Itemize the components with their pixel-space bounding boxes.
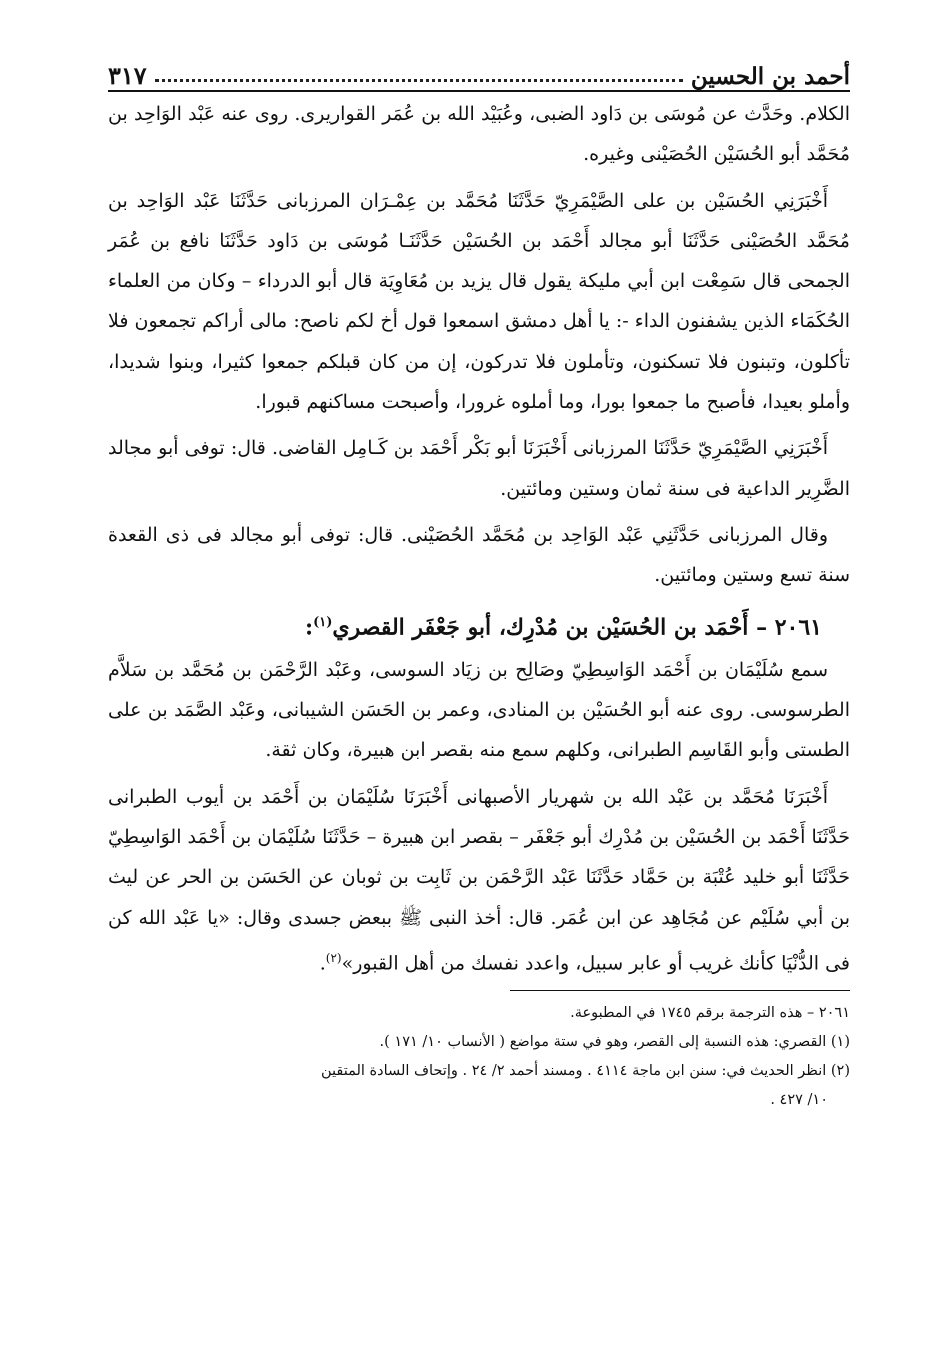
footnotes xyxy=(108,999,850,1115)
paragraph-6-footnote-mark: (٢) xyxy=(325,950,342,965)
paragraph-6-end: . xyxy=(319,952,326,975)
paragraph-6 xyxy=(108,777,850,984)
paragraph-3: أَخْبَرَنِي الصَّيْمَرِيّ حَدَّثَنَا المرزبانى أَخْبَرَنَا أبو بَكْر أَحْمَد بن كَـامِل القاضى. قال: توفى أبو مجالد الضَّرِير الداعية فى سنة ثمان وستين ومائتين. xyxy=(108,437,850,500)
paragraph-2: أَخْبَرَنِي الحُسَيْن بن على الصَّيْمَرِيّ حَدَّثَنَا مُحَمَّد بن عِمْـرَان المرزبانى حَدَّثَنَا عَبْد الوَاحِد بن مُحَمَّد الحُصَيْنى حَدَّثَنَا أبو مجالد أَحْمَد بن الحُسَيْن حَدَّثَنَـا مُوسَى بن دَاود حَدَّثَنَا نافع بن عُمَر الجمحى قال سَمِعْت ابن أبي مليكة يقول قال يزيد بن مُعَاوِيَة قال أبو الدرداء – وكان من العلماء الحُكَمَاء الذين يشفنون الداء -: يا أهل دمشق اسمعوا قول أخ لكم ناصح: مالى أراكم تجمعون فلا تأكلون، وتبنون فلا تسكنون، وتأملون فلا تدركون، إن من كان قبلكم جمعوا كثيرا، وبنوا شديدا، وأملو بعيدا، فأصبح ما جمعوا بورا، وما أملوه غرورا، وأصبحت مساكنهم قبورا. xyxy=(108,189,850,414)
running-title: أحمد بن الحسين xyxy=(690,63,850,90)
running-header xyxy=(108,40,850,90)
page-number: ٣١٧ xyxy=(108,61,147,90)
heading-colon: : xyxy=(304,613,314,640)
footnote-1: (١) القصري: هذه النسبة إلى القصر، وهو في ستة مواضع ( الأنساب ١٠/ ١٧١ ). xyxy=(379,1033,850,1050)
leader-dots xyxy=(155,79,683,82)
paragraph-4: وقال المرزبانى حَدَّثَنِي عَبْد الوَاحِد بن مُحَمَّد الحُصَيْنى. قال: توفى أبو مجالد فى ذى القعدة سنة تسع وستين ومائتين. xyxy=(108,523,850,587)
header-rule xyxy=(108,90,850,92)
footnote-rule xyxy=(510,990,850,991)
footnote-2: (٢) انظر الحديث في: سنن ابن ماجة ٤١١٤ . ومسند أحمد ٢/ ٢٤ . وإتحاف السادة المتقين xyxy=(320,1062,850,1079)
heading-footnote-mark: (١) xyxy=(313,614,333,630)
footnote-entry-number: ٢٠٦١ – هذه الترجمة برقم ١٧٤٥ في المطبوعة. xyxy=(570,1004,850,1021)
entry-heading xyxy=(108,600,822,650)
main-text xyxy=(108,94,850,984)
entry-heading-text: ٢٠٦١ – أَحْمَد بن الحُسَيْن بن مُدْرِك، أبو جَعْفَر القصري xyxy=(332,613,822,640)
footnote-2-continued: ١٠/ ٤٢٧ . xyxy=(770,1091,828,1108)
paragraph-5: سمع سُلَيْمَان بن أَحْمَد الوَاسِطِيّ وصَالِح بن زيَاد السوسى، وعَبْد الرَّحْمَن بن مُحَمَّد بن سَلاَّم الطرسوسى. روى عنه أبو الحُسَيْن بن المنادى، وعمر بن الحَسَن الشيبانى، وعَبْد الصَّمَد بن على الطستى وأبو القَاسِم الطبرانى، وكلهم سمع منه بقصر ابن هبيرة، وكان ثقة. xyxy=(108,658,850,762)
paragraph-6-text: أَخْبَرَنَا مُحَمَّد بن عَبْد الله بن شهريار الأصبهانى أَخْبَرَنَا سُلَيْمَان بن أَحْمَد بن أيوب الطبرانى حَدَّثَنَا أَحْمَد بن الحُسَيْن بن مُدْرِك أبو جَعْفَر – بقصر ابن هبيرة – حَدَّثَنَا سُلَيْمَان بن أَحْمَد الوَاسِطِيّ حَدَّثَنَا أبو خليد عُتْبَة بن حَمَّاد حَدَّثَنَا عَبْد الرَّحْمَن بن ثَابِت بن ثوبان عن الحَسَن بن الحر عن ليث بن أبي سُلَيْم عن مُجَاهِد عن ابن عُمَر. قال: أخذ النبى ﷺ ببعض جسدى وقال: «يا عَبْد الله كن فى الدُّنْيَا كأنك غريب أو عابر سبيل، واعدد نفسك من أهل القبور» xyxy=(108,785,850,975)
paragraph-1: الكلام. وحَدَّث عن مُوسَى بن دَاود الضبى، وعُبَيْد الله بن عُمَر القواريرى. روى عنه عَبْد الوَاحِد بن مُحَمَّد أبو الحُسَيْن الحُصَيْنى وغيره. xyxy=(108,103,850,166)
